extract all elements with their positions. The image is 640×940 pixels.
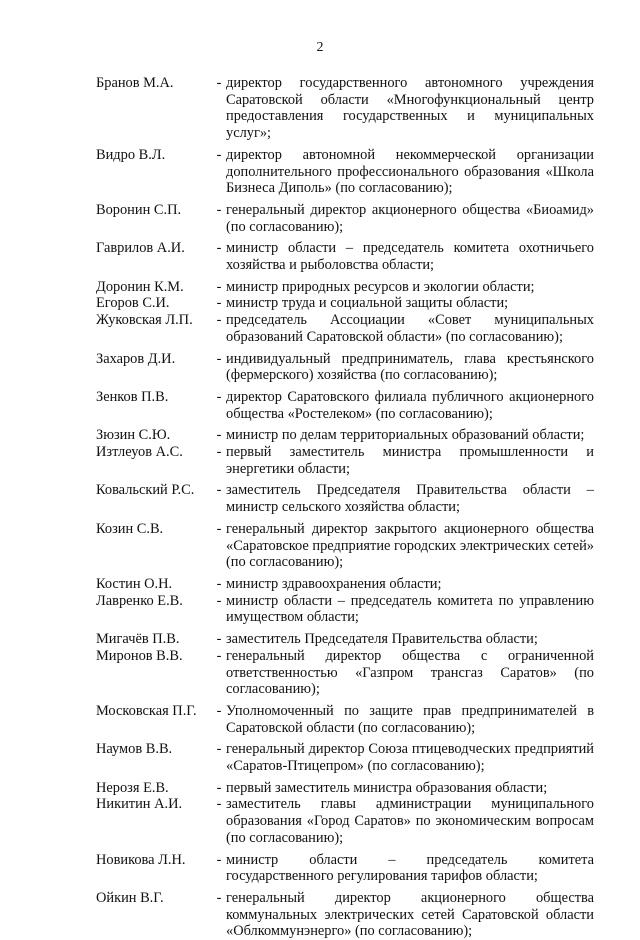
person-name: Егоров С.И. bbox=[96, 295, 170, 312]
person-name: Жуковская Л.П. bbox=[96, 312, 193, 329]
list-item bbox=[96, 312, 594, 345]
person-name: Нерозя Е.В. bbox=[96, 779, 169, 796]
separator-dash: - bbox=[216, 631, 222, 648]
separator-dash: - bbox=[216, 741, 222, 758]
position-description: генеральный директор акционерного общества коммунальных электрических сетей Саратовской области «Облкоммунэнерго» (по согласованию); bbox=[226, 889, 594, 940]
list-item bbox=[96, 796, 594, 846]
list-item bbox=[96, 389, 594, 422]
list-item bbox=[96, 444, 594, 477]
position-description: директор Саратовского филиала публичного акционерного общества «Ростелеком» (по согласованию); bbox=[226, 388, 594, 422]
list-item bbox=[96, 521, 594, 571]
separator-dash: - bbox=[216, 575, 222, 592]
list-item bbox=[96, 202, 594, 235]
list-item bbox=[96, 427, 594, 444]
list-item bbox=[96, 482, 594, 515]
separator-dash: - bbox=[216, 702, 222, 719]
separator-dash: - bbox=[216, 295, 222, 312]
separator-dash: - bbox=[216, 851, 222, 868]
person-name: Наумов В.В. bbox=[96, 741, 173, 758]
list-item bbox=[96, 75, 594, 142]
separator-dash: - bbox=[216, 796, 222, 813]
person-name: Костин О.Н. bbox=[96, 575, 173, 592]
person-name: Бранов М.А. bbox=[96, 75, 174, 91]
position-description: заместитель главы администрации муниципального образования «Город Саратов» по экономическим вопросам (по согласованию); bbox=[226, 796, 594, 846]
separator-dash: - bbox=[216, 889, 222, 906]
list-item bbox=[96, 890, 594, 940]
separator-dash: - bbox=[216, 312, 222, 329]
person-name: Видро В.Л. bbox=[96, 146, 166, 163]
list-item bbox=[96, 703, 594, 736]
separator-dash: - bbox=[216, 146, 222, 163]
position-description: индивидуальный предприниматель, глава крестьянского (фермерского) хозяйства (по согласованию); bbox=[226, 350, 594, 384]
person-name: Захаров Д.И. bbox=[96, 350, 176, 367]
position-description: министр природных ресурсов и экологии области; bbox=[226, 278, 535, 295]
list-item bbox=[96, 741, 594, 774]
separator-dash: - bbox=[216, 240, 222, 257]
list-item bbox=[96, 576, 594, 593]
separator-dash: - bbox=[216, 592, 222, 609]
person-name: Воронин С.П. bbox=[96, 201, 182, 218]
position-description: директор автономной некоммерческой организации дополнительного профессионального образования «Школа Бизнеса Диполь» (по согласованию); bbox=[226, 146, 594, 197]
position-description: генеральный директор Союза птицеводческих предприятий «Саратов-Птицепром» (по согласованию); bbox=[226, 741, 594, 775]
separator-dash: - bbox=[216, 427, 222, 444]
list-item bbox=[96, 295, 594, 312]
position-description: первый заместитель министра образования области; bbox=[226, 779, 548, 796]
separator-dash: - bbox=[216, 779, 222, 796]
separator-dash: - bbox=[216, 482, 222, 499]
person-name: Мигачёв П.В. bbox=[96, 631, 180, 648]
person-name: Лавренко Е.В. bbox=[96, 592, 183, 609]
list-item bbox=[96, 351, 594, 384]
person-name: Гаврилов А.И. bbox=[96, 240, 185, 257]
person-name: Доронин К.М. bbox=[96, 278, 184, 295]
separator-dash: - bbox=[216, 388, 222, 405]
separator-dash: - bbox=[216, 520, 222, 537]
position-description: директор государственного автономного учреждения Саратовской области «Многофункциональный центр предоставления государственных и муниципальных услуг»; bbox=[226, 75, 594, 142]
position-description: министр труда и социальной защиты области; bbox=[226, 295, 509, 312]
person-name: Миронов В.В. bbox=[96, 647, 183, 664]
person-name: Козин С.В. bbox=[96, 520, 164, 537]
position-description: министр здравоохранения области; bbox=[226, 575, 442, 592]
separator-dash: - bbox=[216, 75, 222, 91]
separator-dash: - bbox=[216, 444, 222, 461]
person-name: Московская П.Г. bbox=[96, 702, 197, 719]
person-name: Новикова Л.Н. bbox=[96, 851, 186, 868]
list-item bbox=[96, 147, 594, 197]
list-item bbox=[96, 593, 594, 626]
list-item bbox=[96, 852, 594, 885]
position-description: генеральный директор общества с ограниченной ответственностью «Газпром трансгаз Саратов» (по согласованию); bbox=[226, 647, 594, 698]
list-item bbox=[96, 631, 594, 648]
separator-dash: - bbox=[216, 201, 222, 218]
position-description: министр области – председатель комитета охотничьего хозяйства и рыболовства области; bbox=[226, 240, 594, 274]
list-item bbox=[96, 648, 594, 698]
list-item bbox=[96, 279, 594, 296]
person-name: Ковальский Р.С. bbox=[96, 482, 195, 499]
position-description: заместитель Председателя Правительства области – министр сельского хозяйства области; bbox=[226, 482, 594, 516]
position-description: министр области – председатель комитета по управлению имуществом области; bbox=[226, 592, 594, 626]
person-name: Никитин А.И. bbox=[96, 796, 183, 813]
page-number: 2 bbox=[316, 40, 324, 55]
position-description: председатель Ассоциации «Совет муниципальных образований Саратовской области» (по согласованию); bbox=[226, 312, 594, 345]
position-description: первый заместитель министра промышленности и энергетики области; bbox=[226, 444, 594, 477]
person-name: Изтлеуов А.С. bbox=[96, 444, 183, 461]
separator-dash: - bbox=[216, 647, 222, 664]
member-list bbox=[96, 70, 594, 940]
list-item bbox=[96, 780, 594, 797]
list-item bbox=[96, 240, 594, 273]
position-description: министр по делам территориальных образований области; bbox=[226, 427, 585, 444]
position-description: заместитель Председателя Правительства области; bbox=[226, 631, 538, 648]
position-description: генеральный директор акционерного общества «Биоамид» (по согласованию); bbox=[226, 201, 594, 235]
person-name: Зенков П.В. bbox=[96, 388, 169, 405]
position-description: министр области – председатель комитета государственного регулирования тарифов области; bbox=[226, 851, 594, 885]
person-name: Зюзин С.Ю. bbox=[96, 427, 171, 444]
position-description: генеральный директор закрытого акционерного общества «Саратовское предприятие городских электрических сетей» (по согласованию); bbox=[226, 520, 594, 571]
person-name: Ойкин В.Г. bbox=[96, 889, 164, 906]
position-description: Уполномоченный по защите прав предпринимателей в Саратовской области (по согласованию); bbox=[226, 702, 594, 736]
separator-dash: - bbox=[216, 278, 222, 295]
separator-dash: - bbox=[216, 350, 222, 367]
